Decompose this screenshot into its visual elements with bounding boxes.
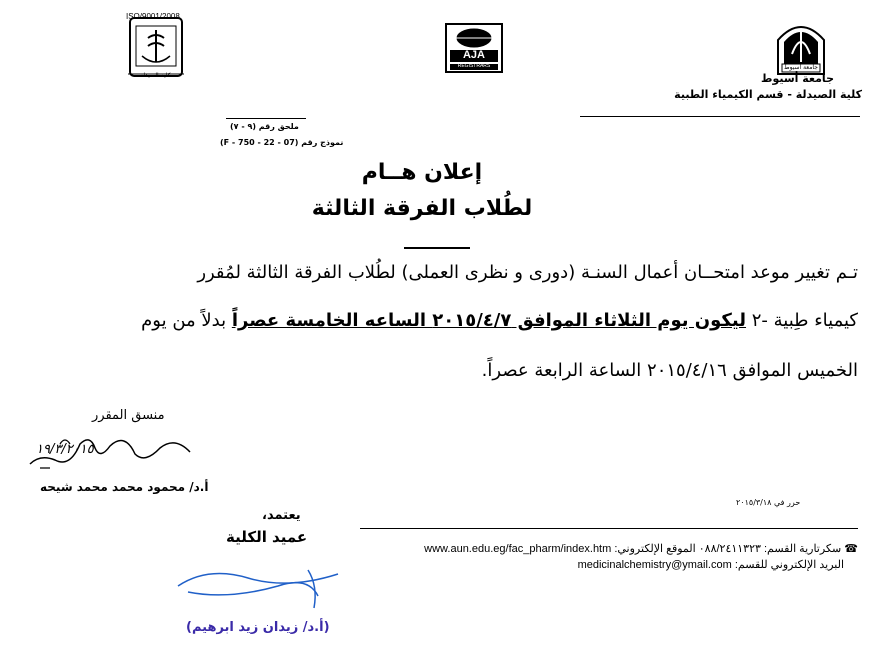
aja-logo xyxy=(444,22,504,74)
header-divider-right xyxy=(580,116,860,117)
approval-label: يعتمد، xyxy=(262,508,301,523)
coordinator-name: أ.د/ محمود محمد محمد شيحه xyxy=(40,480,209,494)
announcement-subtitle: لطُلاب الفرقة الثالثة xyxy=(311,196,533,221)
body-line-2-pre: كيمياء طِبية -٢ xyxy=(746,310,858,331)
dean-signature xyxy=(168,556,348,616)
faculty-department: كلية الصيدلة - قسم الكيمياء الطبية xyxy=(674,88,862,101)
issued-date-note: حرر في ٢٠١٥/٣/١٨ xyxy=(736,498,801,507)
title-underline xyxy=(404,247,470,249)
phone-icon: ☎ xyxy=(841,543,858,555)
header-divider-left xyxy=(226,118,306,119)
contact-line-1-text: سكرتارية القسم: ٠٨٨/٢٤١١٣٢٣ الموقع الإلكتروني: www.aun.edu.eg/fac_pharm/index.htm xyxy=(424,543,842,555)
iso-seal-caption: كلية الصيدلة xyxy=(140,72,171,79)
aja-text: AJA xyxy=(462,49,485,61)
appendix-number: ملحق رقم (٩ - ٧) xyxy=(230,122,299,131)
coordinator-label: منسق المقرر xyxy=(92,408,165,423)
body-line-3: الخميس الموافق ٢٠١٥/٤/١٦ الساعة الرابعة عصراً. xyxy=(481,360,858,381)
iso-text: ISO/9001/2008 xyxy=(126,12,180,21)
body-line-1: تـم تغيير موعد امتحــان أعمال السنـة (دورى و نظرى العملى) لطُلاب الفرقة الثالثة لمُقرر xyxy=(197,262,858,283)
body-line-2 xyxy=(141,310,858,331)
university-logo xyxy=(774,18,828,76)
iso-logo xyxy=(118,12,194,82)
aja-subtext: REGISTRARS xyxy=(457,63,491,69)
dean-name: (أ.د/ زيدان زيد ابرهيم) xyxy=(186,620,330,635)
new-exam-date: ليكون يوم الثلاثاء الموافق ٢٠١٥/٤/٧ الساعه الخامسة عصراً xyxy=(231,310,747,331)
dean-title: عميد الكلية xyxy=(226,528,308,546)
announcement-title: إعلان هــام xyxy=(361,160,483,185)
contact-line-2: البريد الإلكتروني للقسم: medicinalchemistry@ymail.com xyxy=(577,559,844,571)
university-name: جامعة أسيوط xyxy=(761,72,834,85)
body-line-2-post: بدلاً من يوم xyxy=(141,310,232,331)
contact-line-1 xyxy=(424,542,858,555)
coordinator-handwritten-date: ١٩/٣/٢٠١٥ xyxy=(36,442,94,457)
form-number: نموذج رقم (07 - 22 - 750 - F) xyxy=(220,138,344,147)
university-logo-caption: جامعة أسيوط xyxy=(784,64,818,71)
footer-divider xyxy=(360,528,858,529)
